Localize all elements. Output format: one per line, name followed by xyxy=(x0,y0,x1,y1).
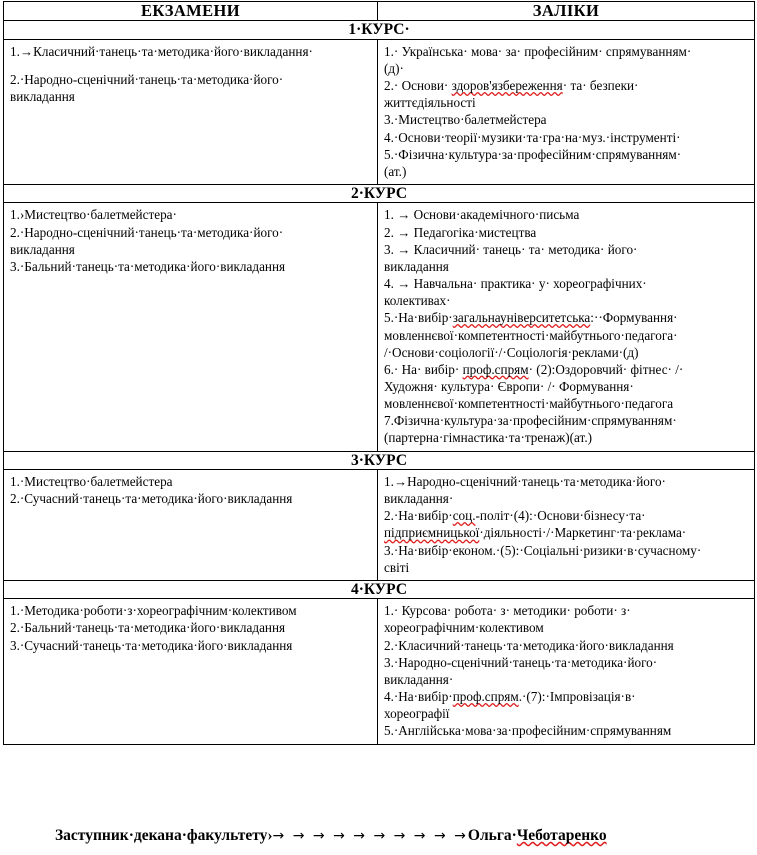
list-item-spellcheck: 2.· Основи· здоров'язбереження· та· безпеки· xyxy=(384,78,639,94)
course-content-row-4 xyxy=(4,599,755,744)
list-item: 2.·Народно-сценічний·танець·та·методика·його· xyxy=(10,224,284,240)
list-item: колективах· xyxy=(384,293,451,309)
course-label-3: 3·КУРС xyxy=(4,451,755,469)
exams-list-3 xyxy=(4,470,377,511)
schedule-table xyxy=(3,1,755,745)
list-item: викладання· xyxy=(384,671,454,687)
list-item: 1.→Народно-сценічний·танець·та·методика·його· xyxy=(384,473,666,489)
column-header-credits: ЗАЛІКИ xyxy=(378,2,755,21)
list-item: викладання xyxy=(10,241,75,257)
blank-line xyxy=(10,60,372,71)
list-item: 3.·На·вибір·економ.·(5):·Соціальні·ризики·в·сучасному· xyxy=(384,542,702,558)
credits-list-1 xyxy=(378,40,754,184)
credits-cell-2 xyxy=(378,203,755,451)
exams-list-4 xyxy=(4,599,377,657)
course-content-row-3 xyxy=(4,469,755,580)
credits-list-2 xyxy=(378,203,754,450)
course-label-4: 4·КУРС xyxy=(4,580,755,598)
course-label-1: 1·КУРС· xyxy=(4,21,755,39)
list-item: (ат.) xyxy=(384,163,407,179)
document-page xyxy=(0,1,757,855)
credits-list-4 xyxy=(378,599,754,743)
list-item: 3.·Мистецтво·балетмейстера xyxy=(384,112,547,128)
credits-cell-3 xyxy=(378,469,755,580)
exams-list-1 xyxy=(4,40,377,109)
list-item: 5.·Англійська·мова·за·професійним·спрямуванням xyxy=(384,723,672,739)
exams-cell-4 xyxy=(4,599,378,744)
list-item-spellcheck: 4.·На·вибір·проф.спрям.·(7):·Імпровізація·в· xyxy=(384,689,636,705)
credits-cell-1 xyxy=(378,39,755,184)
course-content-row-2 xyxy=(4,203,755,451)
list-item: 3.·Народно-сценічний·танець·та·методика·його· xyxy=(384,654,658,670)
list-item: 3.·Сучасний·танець·та·методика·його·викладання xyxy=(10,637,293,653)
list-item: 4.·Основи·теорії·музики·та·гра·на·муз.·інструменті· xyxy=(384,129,681,145)
credits-list-3 xyxy=(378,470,754,580)
list-item-spellcheck: 5.·На·вибір·загальнауніверситетська:··Формування· xyxy=(384,310,678,326)
list-item: 1.·Методика·роботи·з·хореографічним·колективом xyxy=(10,603,297,619)
list-item: хореографічним·колективом xyxy=(384,620,544,636)
column-header-exams: ЕКЗАМЕНИ xyxy=(4,2,378,21)
list-item: 2.·Бальний·танець·та·методика·його·викладання xyxy=(10,620,286,636)
list-item-spellcheck: 6.· На· вибір· проф.спрям· (2):Оздоровчий· фітнес· /· xyxy=(384,361,684,377)
list-item: мовленнєвої·компетентності·майбутнього·педагога xyxy=(384,396,674,412)
list-item: викладання xyxy=(10,89,75,105)
course-content-row-1 xyxy=(4,39,755,184)
list-item: викладання xyxy=(384,258,449,274)
list-item: 2.·Класичний·танець·та·методика·його·викладання xyxy=(384,637,674,653)
list-item: мовленнєвої·компетентності·майбутнього·педагога· xyxy=(384,327,678,343)
signature-line xyxy=(0,827,757,844)
list-item: 2.·Сучасний·танець·та·методика·його·викладання xyxy=(10,491,293,507)
list-item: Художня· культура· Європи· /· Формування· xyxy=(384,379,634,394)
exams-cell-3 xyxy=(4,469,378,580)
list-item: 1.· Курсова· робота· з· методики· роботи· з· xyxy=(384,603,631,619)
signature-position: Заступник·декана·факультету› xyxy=(55,827,273,844)
list-item: (партерна·гімнастика·та·тренаж)(ат.) xyxy=(384,430,593,446)
course-title-row-4 xyxy=(4,580,755,598)
list-item-spellcheck: підприємницької·діяльності·/·Маркетинг·та·реклама· xyxy=(384,525,687,541)
tab-arrows-icon: → → → → → → → → → → xyxy=(272,828,468,844)
list-item: 3. → Класичний· танець· та· методика· його· xyxy=(384,241,638,257)
list-item: /·Основи·соціології·/·Соціологія·реклами·(д) xyxy=(384,344,639,360)
exams-cell-1 xyxy=(4,39,378,184)
list-item: 1.· Українська· мова· за· професійним· спрямуванням· xyxy=(384,43,692,59)
list-item: 1.›Мистецтво·балетмейстера· xyxy=(10,207,177,223)
course-title-row-1 xyxy=(4,21,755,39)
list-item: 1.→Класичний·танець·та·методика·його·викладання· xyxy=(10,43,313,59)
list-item: 4. → Навчальна· практика· у· хореографічних· xyxy=(384,276,647,292)
exams-cell-2 xyxy=(4,203,378,451)
list-item: хореографії xyxy=(384,706,450,722)
list-item: 7.Фізична·культура·за·професійним·спрямуванням· xyxy=(384,413,677,429)
list-item: життєдіяльності xyxy=(384,95,476,111)
list-item: викладання· xyxy=(384,491,454,507)
list-item: (д)· xyxy=(384,60,404,76)
list-item-spellcheck: 2.·На·вибір·соц.-політ·(4):·Основи·бізнесу·та· xyxy=(384,508,646,524)
list-item: 2. → Педагогіка·мистецтва xyxy=(384,224,537,240)
exams-list-2 xyxy=(4,203,377,279)
signature-name: Ольга·Чеботаренко xyxy=(467,827,607,844)
credits-cell-4 xyxy=(378,599,755,744)
course-label-2: 2·КУРС xyxy=(4,185,755,203)
list-item: 1.·Мистецтво·балетмейстера xyxy=(10,473,173,489)
list-item: 1. → Основи·академічного·письма xyxy=(384,207,580,223)
list-item: 3.·Бальний·танець·та·методика·його·викладання xyxy=(10,258,286,274)
list-item: світі xyxy=(384,559,410,575)
list-item: 5.·Фізична·культура·за·професійним·спрямуванням· xyxy=(384,146,682,162)
course-title-row-2 xyxy=(4,185,755,203)
table-header-row xyxy=(4,2,755,21)
list-item: 2.·Народно-сценічний·танець·та·методика·його· xyxy=(10,71,284,87)
course-title-row-3 xyxy=(4,451,755,469)
